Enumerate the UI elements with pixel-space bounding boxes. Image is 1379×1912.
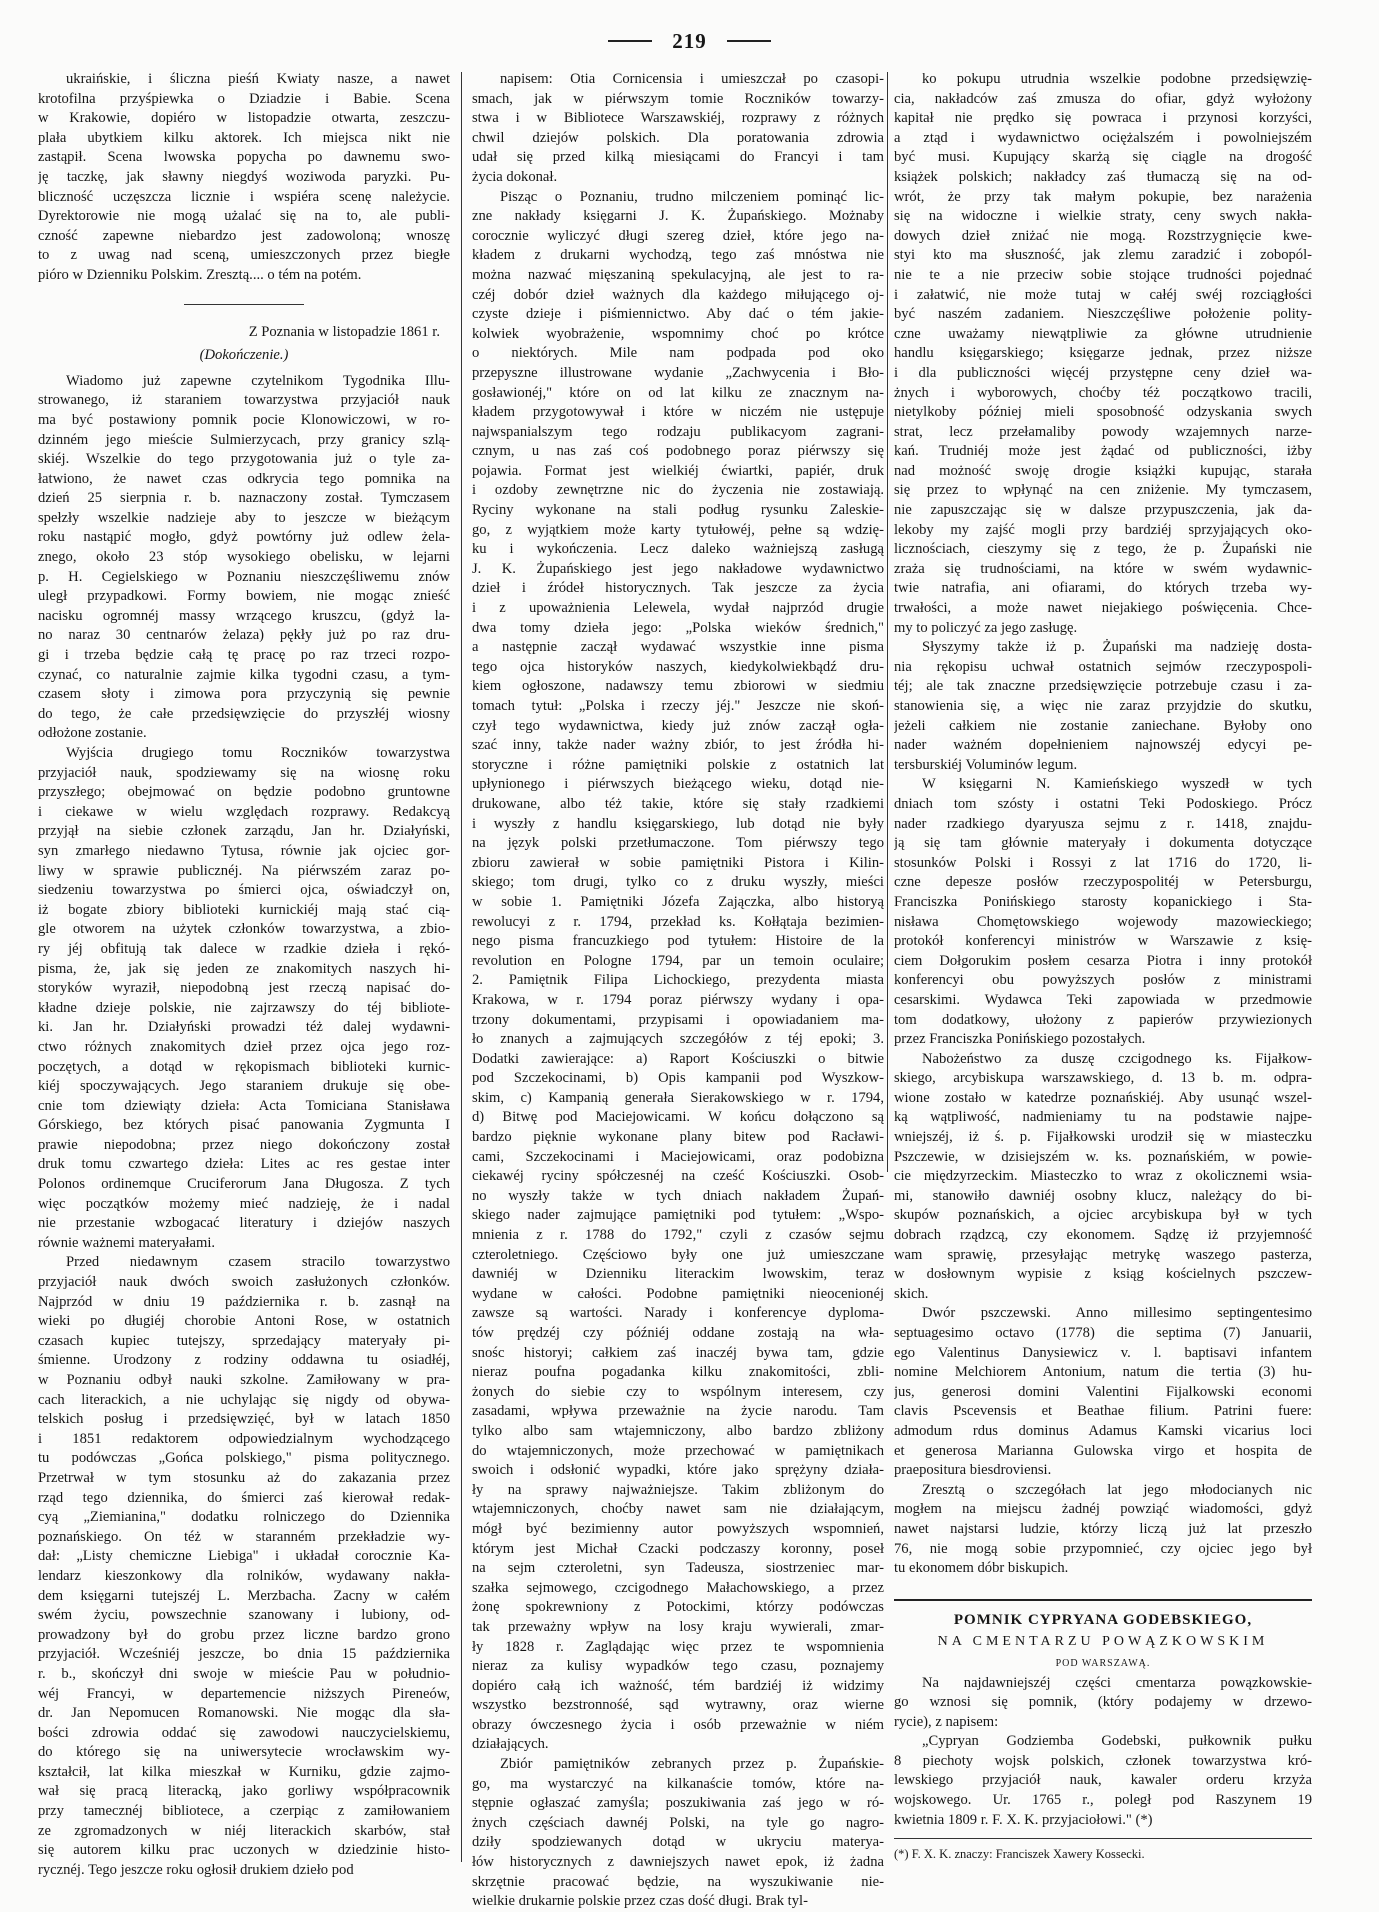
text-line: czył tego wydawnictwa, kiedy już znów zaczął ogła- xyxy=(472,717,884,734)
paragraph-intro xyxy=(38,70,450,286)
text-line: p. H. Cegielskiego w Poznaniu nieszczęśliwemu znów xyxy=(38,568,450,585)
text-line: żnych częściach dawnéj Polski, na tyle go nagro- xyxy=(472,1814,884,1831)
text-line: nieraz poufna pogadanka kilku znakomitości, zbli- xyxy=(472,1364,884,1381)
text-line: kiéj spoczywających. Jego staraniem drukuje się obe- xyxy=(38,1078,450,1095)
header-dash-left xyxy=(608,40,652,42)
text-line: kładem przygotowywał i które w niczém nie ustępuje xyxy=(472,404,884,421)
text-line: dem księgarni tutejszéj L. Merzbacha. Zacny w całém xyxy=(38,1587,450,1604)
text-line: zraża się trudnościami, na które w swém wydawnic- xyxy=(894,560,1312,577)
page-number: 219 xyxy=(672,28,707,53)
text-line: wrót, że przy tak małym pokupie, bez narażenia xyxy=(894,188,1312,205)
text-line: tu podówczas „Gońca polskiego," pisma politycznego. xyxy=(38,1450,450,1467)
text-line: ma być postawiony pomnik pocie Klonowiczowi, w ro- xyxy=(38,411,450,428)
text-line: równie ważnemi materyałami. xyxy=(38,1234,216,1251)
text-line: do wtajemniczonych, może przechować w pamiętnikach xyxy=(472,1442,884,1459)
text-line: ze zgromadzonych w niéj literackich skarbów, stał xyxy=(38,1822,450,1839)
text-line: nawet najstarsi ludzie, którzy liczą już lat przeszło xyxy=(894,1520,1312,1537)
text-line: pojawia. Format jest wielkiéj ćwiartki, papiér, druk xyxy=(472,462,884,479)
text-line: być naszém zadaniem. Nieszczęśliwe położenie polity- xyxy=(894,306,1312,323)
text-line: cie międzyrzeckim. Miasteczko to wraz z okolicznemi wsia- xyxy=(894,1168,1312,1185)
text-line: wojskowego. Ur. 1765 r., poległ pod Raszynem 19 xyxy=(894,1792,1312,1809)
text-line: 2. Pamiętnik Filipa Lichockiego, prezydenta miasta xyxy=(472,972,884,989)
text-line: w Poznaniu odbył nauki szkolne. Zamiłowany w pra- xyxy=(38,1372,450,1388)
text-line: my to policzyć za jego zasługę. xyxy=(894,619,1078,636)
text-line: śmienne. Urodzony z rodziny oddawna tu osiadłéj, xyxy=(38,1352,450,1369)
text-line: stwa i w Bibliotece Warszawskiéj, rozprawy z różnych xyxy=(472,110,884,127)
text-line: swém życiu, powszechnie szanowany i lubiony, od- xyxy=(38,1607,450,1624)
text-line: cnie tom dziewiąty dzieła: Acta Tomiciana Stanisława xyxy=(38,1097,450,1114)
text-line: mogłem na miejscu żadnéj powziąć wiadomości, gdyż xyxy=(894,1501,1312,1518)
text-line: odłożone zostanie. xyxy=(38,725,147,742)
paragraph xyxy=(894,1674,1312,1733)
text-line: tu ekonomem dóbr biskupich. xyxy=(894,1560,1069,1577)
text-line: wieki po długiéj chorobie Antoni Rose, w ostatnich xyxy=(38,1313,450,1330)
text-line: ją się tam głównie materyały i dokumenta dotyczące xyxy=(894,835,1312,852)
text-line: no naraz 30 centnarów żelaza) pękły już po raz dru- xyxy=(38,627,450,644)
text-line: bardzo pięknie wykonane plany bitew pod Racławi- xyxy=(472,1129,884,1146)
text-line: się przez to wpłynąć na cen zniżenie. My tymczasem, xyxy=(894,482,1312,499)
text-line: uległ przypadkowi. Formy bowiem, nie mogąc znieść xyxy=(38,588,450,605)
text-line: najwspanialszym tego rodzaju publikacyom zagrani- xyxy=(472,423,884,440)
text-line: nie zapuszczając się w dalsze przypuszczenia, jak da- xyxy=(894,502,1312,519)
text-line: mnienia z r. 1788 do 1792," czyli z czasów sejmu xyxy=(472,1227,884,1244)
text-line: można nazwać mięszaniną spekulacyjną, ale jest to ra- xyxy=(472,266,884,283)
text-line: szałka sejmowego, czcigodnego Małachowskiego, a przez xyxy=(472,1579,884,1596)
text-line: snośc historyi; całkiem zaś inaczéj bywa tam, gdzie xyxy=(472,1344,884,1361)
text-line: życia dokonał. xyxy=(472,168,558,185)
text-line: wniejszéj, iż ś. p. Fijałkowski urodził się w miasteczku xyxy=(894,1129,1312,1146)
text-line: a następnie zaczął wydawać wszystkie inne pisma xyxy=(472,639,884,656)
text-line: w Krakowie, dopiéro w listopadzie otwarta, zeszczu- xyxy=(38,110,450,127)
text-line: książek polskich; nakładcy zaś tłumaczą się na od- xyxy=(894,168,1312,185)
text-line: pisma, że, jak się jeden ze znakomitych naszych hi- xyxy=(38,960,450,977)
text-line: żnych i wyborowych, choćby téż początkowo tracili, xyxy=(894,384,1312,401)
text-line: twie natrafia, ani ofiarami, do których trzeba wy- xyxy=(894,580,1312,597)
text-line: cia, nakładców zaś zmusza do ofiar, gdyż wyłożony xyxy=(894,90,1312,107)
text-line: roku nastąpić mogło, gdyż powtórny już odlew żela- xyxy=(38,529,450,546)
text-line: cami, Szczekocinami i Maciejowicami, oraz podobizna xyxy=(472,1148,884,1165)
text-line: chwil dziejów polskich. Dla poratowania zdrowia xyxy=(472,129,884,146)
text-line: go, z wyjątkiem może karty tytułowéj, pełne są wdzię- xyxy=(472,521,884,538)
column-1 xyxy=(38,70,450,1880)
text-line: Górskiego, bez których pisać panowania Zygmunta I xyxy=(38,1117,450,1134)
text-line: r. b., skończył dni swoje w mieście Pau w południo- xyxy=(38,1665,450,1682)
text-line: skiego nader zajmujące pamiętniki pod tytułem: „Wspo- xyxy=(472,1207,884,1224)
text-line: konferencyi obu powyższych posłów z ministrami xyxy=(894,972,1312,989)
text-line: szać inny, także nader ważny zbiór, to jest źródła hi- xyxy=(472,737,884,754)
text-line: a ztąd i wydawnictwo ociężalszém i powolniejszém xyxy=(894,129,1312,146)
text-line: jus, generosi domini Valentini Fijalkowski economi xyxy=(894,1383,1312,1400)
text-line: et generosa Marianna Gulowska virgo et hospita de xyxy=(894,1442,1312,1459)
text-line: dobrach rządzcą, czy ekonomem. Sądzę iż przyjemność xyxy=(894,1227,1312,1244)
text-line: ko pokupu utrudnia wszelkie podobne przedsięwzię- xyxy=(922,71,1312,87)
text-line: tak przeważny wpływ na losy kraju wywierali, zmar- xyxy=(472,1618,884,1635)
text-line: dzień 25 sierpnia r. b. naznaczony został. Tymczasem xyxy=(38,490,450,507)
text-line: dowych dzieł zniżać nie mogą. Rozstrzygnięcie kwe- xyxy=(894,227,1312,244)
text-line: syn zmarłego niedawno Tytusa, równie jak ojciec gor- xyxy=(38,842,450,859)
text-line: krotofilna przyśpiewka o Dziadzie i Babie. Scena xyxy=(38,90,450,107)
text-line: nacisku ogromnéj massy wrzącego kruszcu, (gdyż la- xyxy=(38,607,450,624)
text-line: ctwo różnych znakomitych dzieł przez ojca jego roz- xyxy=(38,1038,450,1055)
text-line: nisława Chomętowskiego wojewody mazowieckiego; xyxy=(894,913,1312,930)
paragraph xyxy=(894,70,1312,638)
text-line: W księgarni N. Kamieńskiego wyszedł w tych xyxy=(922,776,1312,793)
text-line: żonych do siebie czy to wspólnym interesem, czy xyxy=(472,1383,884,1400)
text-line: Zbiór pamiętników zebranych przez p. Żupańskie- xyxy=(500,1756,884,1773)
text-line: corocznie wyliczyć długi szereg dzieł, które jego na- xyxy=(472,227,884,244)
text-line: upłynionego i piérwszych bieżącego wieku, dotąd nie- xyxy=(472,776,884,793)
text-line: kolwiek wyobrażenie, wspomnimy choć po krótce xyxy=(472,325,884,342)
monument-article xyxy=(894,1599,1312,1865)
text-line: Pisząc o Poznaniu, trudno milczeniem pominąć lic- xyxy=(500,188,884,205)
text-line: ło znanych a zajmujących szczegółów z téj epoki; 3. xyxy=(472,1031,884,1048)
text-line: napisem: Otia Cornicensia i umieszczał po czasopi- xyxy=(500,71,884,87)
text-line: dwa tomy dzieła jego: „Polska wieków średnich," xyxy=(472,619,884,636)
text-line: dr. Jan Nepomucen Romanowski. Nie mogąc dla sła- xyxy=(38,1705,450,1722)
text-line: działających. xyxy=(472,1736,549,1753)
text-line: Zresztą o szczegółach lat jego młodocianych nic xyxy=(922,1481,1312,1498)
text-line: zbioru zawierał w sobie pamiętniki Pistora i Kilin- xyxy=(472,854,884,871)
paragraph xyxy=(894,1050,1312,1305)
text-line: kształcił, lat kilka mieszkał w Kurniku, gdzie zajmo- xyxy=(38,1763,450,1780)
text-line: gle otworem na użytek członków towarzystwa, a zbio- xyxy=(38,921,450,938)
text-line: i dla publiczności więcéj przystępne ceny dzieł wa- xyxy=(894,364,1312,381)
text-line: smach, jak w piérwszym tomie Roczników towarzy- xyxy=(472,90,884,107)
text-line: na sejm czteroletni, syn Tadeusza, siostrzeniec mar- xyxy=(472,1560,884,1577)
text-line: przyjaciół. Wcześniéj jeszcze, bo dnia 15 października xyxy=(38,1646,450,1663)
text-line: strat, lecz przełamaliby powody wzajemnych narze- xyxy=(894,423,1312,440)
text-line: przyjaciół nauk, spodziewamy się na wiosnę roku xyxy=(38,764,450,781)
text-line: którym jest Michał Czacki podczaszy koronny, poseł xyxy=(472,1540,884,1557)
text-line: jeżeli całkiem nie zostanie zaniechane. Byłoby ono xyxy=(894,717,1312,734)
text-line: ku i wykończenia. Lecz daleko ważniejszą zasługą xyxy=(472,541,884,558)
text-line: kładne dzieje polskie, nie zajrzawszy do téj bibliote- xyxy=(38,999,450,1016)
text-line: zasadami, wpływa przeważnie na życie narodu. Tam xyxy=(472,1403,884,1420)
text-line: mi, stanowiło dawniéj osobny klucz, należący do bi- xyxy=(894,1187,1312,1204)
text-line: skrzętnie pracować będzie, na wyszukiwanie nie- xyxy=(472,1873,884,1890)
text-line: d) Bitwę pod Maciejowicami. W końcu dołączono są xyxy=(472,1109,884,1126)
text-line: iż bogate zbiory biblioteki kurnickiéj mają stać cią- xyxy=(38,901,450,918)
text-line: Wiadomo już zapewne czytelnikom Tygodnika Illu- xyxy=(66,372,450,389)
text-line: skiego, arcybiskupa warszawskiego, d. 13 b. m. odpra- xyxy=(894,1070,1312,1087)
column-3 xyxy=(894,70,1312,1865)
text-line: trwałości, a może nawet niejakiego poświęcenia. Chce- xyxy=(894,600,1312,617)
text-line: rycie), z napisem: xyxy=(894,1713,999,1730)
article-subtitle: NA CMENTARZU POWĄZKOWSKIM xyxy=(937,1634,1269,1650)
text-line: stanowienia się, a więc nie zaraz przyjdzie do skutku, xyxy=(894,698,1312,714)
text-line: wszystko bezstronnośé, sąd wytrawny, oraz wierne xyxy=(472,1697,884,1714)
text-line: ły 1828 r. Zaglądając więc przez te wspomnienia xyxy=(472,1638,884,1655)
text-line: wam sprawię, przesyłając metrykę waszego pasterza, xyxy=(894,1246,1312,1263)
text-line: do którego się na uniwersytecie wrocławskim wy- xyxy=(38,1744,450,1761)
text-line: prawie niepodobna; przez niego dokończony został xyxy=(38,1136,450,1153)
text-line: Pszczewie, w dzisiejszém w. ks. poznańskiém, w powie- xyxy=(894,1148,1312,1165)
text-line: dawniéj w Dzienniku literackim lwowskim, teraz xyxy=(472,1266,884,1283)
text-line: wał się pracą literacką, jako gorliwy współpracownik xyxy=(38,1783,450,1800)
text-line: czteroletniego. Częściowo były one już umieszczane xyxy=(472,1246,884,1263)
text-line: Najprzód w dniu 19 października r. b. zasnął na xyxy=(38,1293,450,1310)
text-line: Na najdawniejszéj części cmentarza powązkowskie- xyxy=(922,1674,1312,1691)
text-line: żonę spokrewniony z Potockimi, którzy podówczas xyxy=(472,1599,884,1616)
text-line: Przed niedawnym czasem stracilo towarzystwo xyxy=(66,1254,450,1271)
text-line: zawsze są wartości. Narady i konferencye dyploma- xyxy=(472,1305,884,1322)
text-line: przyjaciół nauk dwóch swoich zasłużonych członków. xyxy=(38,1274,450,1291)
text-line: rząd tego dziennika, do śmierci zaś kierował redak- xyxy=(38,1489,450,1506)
paragraph xyxy=(894,1304,1312,1480)
text-line: septuagesimo octavo (1778) die septima (7) Januarii, xyxy=(894,1325,1312,1341)
continued-label: (Dokończenie.) xyxy=(199,347,289,364)
column-rule-2 xyxy=(887,72,888,1172)
text-line: Dyrektorowie nie mogą użalać się na to, ale publi- xyxy=(38,208,450,225)
text-line: i ozdoby zewnętrzne nic do życzenia nie zostawiają. xyxy=(472,482,884,499)
text-line: czasach kupiec tutejszy, sprzedający materyały pi- xyxy=(38,1332,450,1349)
text-line: czne depesze posłów rzeczypospolitéj w Petersburgu, xyxy=(894,874,1312,891)
text-line: storyczne i różne pamiętniki polskie z ostatnich lat xyxy=(472,756,884,773)
text-line: Wyjścia drugiego tomu Roczników towarzystwa xyxy=(66,745,450,761)
text-line: storyków wyraził, niepodobną jest rzeczą napisać do- xyxy=(38,980,450,997)
paragraph xyxy=(38,372,450,744)
header-dash-right xyxy=(727,40,771,42)
text-line: się na widoczne i wielkie straty, ceny swych nakła- xyxy=(894,208,1312,225)
text-line: skich. xyxy=(894,1285,929,1302)
text-line: dzieł i źródeł historycznych. Tak jeszcze za życia xyxy=(472,580,884,597)
text-line: wydane w całości. Podobne pamiętniki nieocenionéj xyxy=(472,1285,884,1302)
text-line: tego ojca historyków naszych, kiedykolwiekbądź dru- xyxy=(472,658,884,675)
text-line: lendarz kieszonkowy dla rolników, wydawany nakła- xyxy=(38,1567,450,1584)
text-line: czyste dzieje i piśmiennictwo. Aby dać o tém jakie- xyxy=(472,306,884,323)
text-line: łów historycznych z dawniejszych nawet epok, iż żadna xyxy=(472,1854,884,1871)
text-line: znego, około 23 stóp wysokiego obelisku, w lejarni xyxy=(38,549,450,566)
text-line: strowanego, iż staraniem towarzystwa przyjaciół nauk xyxy=(38,392,450,409)
text-line: Krakowa, w r. 1794 poraz piérwszy wydany i opa- xyxy=(472,991,884,1008)
text-line: nad możność swoję drogie książki kupując, starała xyxy=(894,462,1312,479)
text-line: kań. Trudniéj może jest żądać od publiczności, iżby xyxy=(894,443,1312,460)
text-line: no wyszły także w tych dniach nakładem Żupań- xyxy=(472,1187,884,1204)
text-line: Nabożeństwo za duszę czcigodnego ks. Fijałkow- xyxy=(922,1050,1312,1067)
paragraph xyxy=(472,188,884,1756)
text-line: czasem słoty i zimowa pora przyczynią się pewnie xyxy=(38,686,450,703)
text-line: styi kto ma słuszność, jak zlemu zaradzić i zobopól- xyxy=(894,247,1312,264)
text-line: dzinném jego mieście Sulmierzycach, przy granicy szlą- xyxy=(38,431,450,448)
text-line: tylko albo sam wtajemniczony, albo bardzo zbliżony xyxy=(472,1422,884,1439)
paragraph xyxy=(472,1755,884,1912)
text-line: Przetrwał w tym stosunku aż do zakazania przez xyxy=(38,1469,450,1486)
text-line: tomach tytuł: „Polska i rzeczy jéj." Jeszcze nie skoń- xyxy=(472,698,884,714)
text-line: siedzeniu towarzystwa po śmierci ojca, oświadczył on, xyxy=(38,882,450,899)
text-line: tersburskiéj Voluminów legum. xyxy=(894,756,1078,773)
text-line: nietylkoby później mieli sposobność odzyskania swych xyxy=(894,404,1312,421)
text-line: nie przestanie wzbogacać literatury i dziejów naszych xyxy=(38,1215,450,1232)
text-line: przepyszne illustrowane wydanie „Zachwycenia i Bło- xyxy=(472,364,884,381)
text-line: nego pisma francuzkiego pod tytułem: Histoire de la xyxy=(472,933,884,950)
text-line: drukowane, albo téż takie, które się stały rzadkiemi xyxy=(472,795,884,812)
text-line: czne uważamy niewątpliwie za główne utrudnienie xyxy=(894,325,1312,342)
article-title: POMNIK CYPRYANA GODEBSKIEGO, xyxy=(953,1611,1253,1628)
text-line: „Cypryan Godziemba Godebski, pułkownik pułku xyxy=(922,1733,1312,1750)
paragraph xyxy=(894,775,1312,1049)
text-line: bliczność uczęszcza licznie i wspiéra scenę należycie. xyxy=(38,188,450,205)
paragraph xyxy=(38,1253,450,1880)
text-line: rewolucyi z r. 1794, przekład ks. Kołłątaja bezimien- xyxy=(472,913,884,930)
text-line: rycznéj. Tego jeszcze roku ogłosił drukiem dzieło pod xyxy=(38,1861,354,1878)
text-line: skupów poznańskich, a ojciec arcybiskupa był w tych xyxy=(894,1207,1312,1224)
text-line: 76, nie mogą sobie przypomnieć, czy ojciec jego był xyxy=(894,1540,1312,1557)
text-line: 8 piechoty wojsk polskich, członek towarzystwa kró- xyxy=(894,1752,1312,1769)
text-line: revolution en Pologne 1794, par un temoin oculaire; xyxy=(472,952,884,969)
text-line: tom dodatkowy, ułożony z papierów przywiezionych xyxy=(894,1011,1312,1028)
paragraph xyxy=(894,1481,1312,1579)
text-line: ły na sprawy najważniejsze. Takim zbliżonym do xyxy=(472,1481,884,1498)
text-line: pióro w Dzienniku Polskim. Zresztą.... o tém na potém. xyxy=(38,266,362,283)
text-line: ciekawéj ryciny spółczesnéj na cześć Kościuszki. Osob- xyxy=(472,1168,884,1185)
text-line: stępnie ogłaszać zamyśla; poszukiwania zaś jego w ró- xyxy=(472,1795,884,1812)
text-line: gi i trzeba będzie całą tę pracę po raz trzeci rozpo- xyxy=(38,647,450,664)
text-line: praepositura biesdroviensi. xyxy=(894,1462,1052,1479)
text-line: nomine Melchiorem Antonium, natum die tertia (3) hu- xyxy=(894,1364,1312,1381)
text-line: na język polski przetłumaczone. Tom piérwszy tego xyxy=(472,835,884,852)
article-place: POD WARSZAWĄ. xyxy=(1055,1657,1151,1669)
text-line: go, ma wystarczyć na kilkanaście tomów, które na- xyxy=(472,1775,884,1792)
text-line: licznościach, cieszymy się z tego, że p. Żupański nie xyxy=(894,541,1312,558)
text-line: czność zapewne niebardzo jest zadowoloną; wnoszę xyxy=(38,227,450,244)
text-line: i załatwić, nie może tutaj w całéj swéj rozciągłości xyxy=(894,286,1312,303)
text-line: plała ubytkiem kilku aktorek. Ich miejsca nikt nie xyxy=(38,129,450,146)
text-line: Franciszka Ponińskiego starosty kopanickiego i Sta- xyxy=(894,893,1312,910)
text-line: zne nakłady księgarni J. K. Żupańskiego. Możnaby xyxy=(472,208,884,225)
text-line: skim, c) Kampanią generała Sierakowskiego w r. 1794, xyxy=(472,1089,884,1106)
text-line: clavis Pscevensis et Beathae filium. Patrini fuere: xyxy=(894,1403,1312,1420)
text-line: cach literackich, a nie uchylając się nigdy od obywa- xyxy=(38,1391,450,1408)
text-line: skiego; tom drugi, tylko co z druku wyszły, mieści xyxy=(472,874,884,891)
text-line: prowadzony był do grobu przez liczne bardzo grono xyxy=(38,1626,450,1643)
text-line: wéj Francyi, w departemencie niższych Pireneów, xyxy=(38,1685,450,1702)
text-line: przyszłego; obejmować on będzie podobno gruntowne xyxy=(38,784,450,801)
text-line: być musi. Kupujący skarżą się ciągle na drogość xyxy=(894,149,1312,166)
text-line: się autorem kilku prac uczonych w dziedzinie histo- xyxy=(38,1842,450,1859)
text-line: czynać, co naturalnie zajmie kilka tygodni czasu, a tym- xyxy=(38,666,450,683)
text-line: kiem ogłoszone, nadawszy temu zbiorowi w siedmiu xyxy=(472,678,884,695)
text-line: wione zostało w katedrze poznańskiéj. Aby usunąć wszel- xyxy=(894,1089,1312,1106)
text-line: kwietnia 1809 r. F. X. K. przyjaciołowi." (*) xyxy=(894,1811,1153,1828)
text-line: przez Franciszka Ponińskiego pozostałych. xyxy=(894,1031,1146,1048)
column-rule-1 xyxy=(461,72,462,1862)
text-line: ego Valentinus Danysiewicz v. l. baptisavi infantem xyxy=(894,1344,1312,1361)
text-line: Ryciny wykonane na stali podług rysunku Zaleskie- xyxy=(472,502,884,519)
text-line: i z upoważnienia Lelewela, wydał najprzód drugie xyxy=(472,600,884,617)
text-line: protokół konferencyi ministrów w Warszawie z księ- xyxy=(894,933,1312,950)
text-line: ką wątpliwość, nadmieniamy tu na podstawie najpe- xyxy=(894,1109,1312,1126)
text-line: w dosłownym wypisie z ksiąg kościelnych pszczew- xyxy=(894,1266,1312,1283)
text-line: lewskiego przyjaciół nauk, kawaler orderu krzyża xyxy=(894,1772,1312,1789)
text-line: Polonos ordinemque Cruciferorum Jana Długosza. Z tych xyxy=(38,1176,450,1193)
text-line: do tego, że całe przedsięwzięcie do przyszłéj wiosny xyxy=(38,705,450,722)
text-line: dopiéro całą ich ważność, tém bardziéj iż widzimy xyxy=(472,1677,884,1694)
text-line: skiéj. Wszelkie do tego przygotowania już o tyle za- xyxy=(38,451,450,468)
text-line: J. K. Żupańskiego jest jego nakładowe wydawnictwo xyxy=(472,560,884,577)
text-line: Dodatki zawierające: a) Raport Kościuszki o bitwie xyxy=(472,1050,884,1067)
paragraph xyxy=(38,744,450,1253)
text-line: ciem Dołgorukim posłem cesarza Piotra i inny protokół xyxy=(894,952,1312,969)
text-line: telskich posług i przedsięwzięć, był w latach 1850 xyxy=(38,1411,450,1428)
text-line: przyjął na siebie członek zarządu, Jan hr. Działyński, xyxy=(38,823,450,840)
text-line: zastąpił. Scena lwowska popycha po dawnemu swo- xyxy=(38,149,450,166)
text-line: poczętych, a dotąd w rękopismach biblioteki kurnic- xyxy=(38,1058,450,1075)
text-line: przy tamecznéj bibliotece, a czerpiąc z zamiłowaniem xyxy=(38,1803,450,1820)
text-line: trzony dokumentami, przypisami i opowiadaniem ma- xyxy=(472,1011,884,1028)
text-line: ję taczkę, jak sławny niegdyś woziwoda paryzki. Pu- xyxy=(38,168,450,185)
text-line: wielkie drukarnie polskie przez czas dość długi. Brak tyl- xyxy=(472,1893,808,1910)
text-line: dziły spodziewanych dotąd w ukryciu materya- xyxy=(472,1834,884,1851)
text-line: téj; ale tak znaczne przedsięwzięcie potrzebuje czasu i za- xyxy=(894,678,1312,695)
column-2 xyxy=(472,70,884,1912)
text-line: ry jéj obfitują tak dalece w rzadkie dzieła i rękó- xyxy=(38,940,450,957)
text-line: nie te a nie przeciw sobie stojące trudności pojednać xyxy=(894,266,1312,283)
text-line: nader rzadkiego dyaryusza sejmu z r. 1418, znajdu- xyxy=(894,815,1312,832)
text-line: gosławionéj," które on od lat kilku ze znacznym na- xyxy=(472,384,884,401)
paragraph xyxy=(472,70,884,188)
text-line: pod Szczekocinami, b) Opis kampanii pod Wyszkow- xyxy=(472,1070,884,1087)
text-line: druk tomu czwartego dzieła: Lites ac res gestae inter xyxy=(38,1156,450,1173)
text-line: poznańskiego. On téż w staranném przekładzie wy- xyxy=(38,1528,450,1545)
text-line: udał się przed kilką miesiącami do Francyi i tam xyxy=(472,149,884,166)
dateline: Z Poznania w listopadzie 1861 r. xyxy=(248,323,440,340)
text-line: dniach tom szósty i ostatni Teki Podoskiego. Prócz xyxy=(894,795,1312,812)
text-line: nieraz za kulisy wypadków tego czasu, poznajemy xyxy=(472,1658,884,1675)
text-line: mógł być bezimienny autor powyższych wspomnień, xyxy=(472,1520,884,1537)
text-line: spełzły wszelkie nadzieje aby to jeszcze w bieżącym xyxy=(38,509,450,526)
text-line: cesarskimi. Wydawca Teki zapowiada w przedmowie xyxy=(894,991,1312,1008)
text-line: swoich i odsłonić wypadki, które jako sprężyny działa- xyxy=(472,1462,884,1479)
footnote: (*) F. X. K. znaczy: Franciszek Xawery Kossecki. xyxy=(894,1838,1312,1865)
text-line: cznym, u nas zaś coś podobnego poraz piérwszy się xyxy=(472,443,884,460)
text-line: nia rękopisu uchwał ostatnich sejmów rzeczypospoli- xyxy=(894,658,1312,675)
text-line: obrazy ówczesnego życia i osób przeważnie w niém xyxy=(472,1716,884,1733)
text-line: to z uwag nad sceną, umieszczonych przez biegłe xyxy=(38,247,450,264)
text-line: o niektórych. Mile nam podpada pod oko xyxy=(472,345,884,362)
text-line: admodum rdus dominus Adamus Kamski vicarius loci xyxy=(894,1422,1312,1439)
text-line: łatwiono, że nawet czas odkrycia tego pomnika na xyxy=(38,470,450,487)
text-line: więc początków możemy mieć nadzieję, że i nadal xyxy=(38,1195,450,1212)
text-line: Dwór pszczewski. Anno millesimo septingentesimo xyxy=(922,1305,1312,1322)
text-line: liwy w sprawie publicznéj. Na piérwszém zaraz po- xyxy=(38,862,450,879)
text-line: nader ważném dopełnieniem najnowszéj edycyi pe- xyxy=(894,737,1312,754)
text-line: kładem z drukarni wychodzą, tego zaś mnóstwa nie xyxy=(472,247,884,264)
text-line: dał: „Listy chemiczne Liebiga" i układał corocznie Ka- xyxy=(38,1548,450,1565)
text-line: Słyszymy także iż p. Żupański ma nadzieję dosta- xyxy=(922,639,1312,656)
text-line: go wznosi się pomnik, (który podajemy w drzewo- xyxy=(894,1694,1312,1711)
text-line: ukraińskie, i śliczna pieśń Kwiaty nasze, a nawet xyxy=(66,71,450,87)
text-line: i wyszły z handlu księgarskiego, lub dotąd nie były xyxy=(472,815,884,832)
text-line: bości zdrowia oddać się zawodowi nauczycielskiemu, xyxy=(38,1724,450,1741)
inscription xyxy=(894,1732,1312,1830)
text-line: cyą „Ziemianina," dodatku rolniczego do Dziennika xyxy=(38,1509,450,1526)
text-line: i 1851 redaktorem odpowiedzialnym wychodzącego xyxy=(38,1430,450,1447)
section-divider xyxy=(184,304,304,305)
text-line: wtajemniczonych, choćby nawet sam nie działającym, xyxy=(472,1501,884,1518)
text-line: kapitał nie prędko się powraca i przynosi korzyści, xyxy=(894,110,1312,127)
paragraph xyxy=(894,638,1312,775)
text-line: handlu księgarskiego; księgarze jednak, przez niższe xyxy=(894,345,1312,362)
page-header xyxy=(0,24,1379,58)
text-line: lekoby my zajść mogli przy bardziéj sprzyjających oko- xyxy=(894,521,1312,538)
text-line: i ciekawe w wielu względach rozprawy. Redakcyą xyxy=(38,803,450,820)
text-line: stosunków Polski i Rossyi z lat 1716 do 1720, li- xyxy=(894,854,1312,871)
text-line: w sobie 1. Pamiętniki Józefa Zajączka, albo historyą xyxy=(472,893,884,910)
text-line: tów prędzéj czy późniéj oddane zostają na wła- xyxy=(472,1325,884,1341)
text-line: czéj dobór dzieł ważnych dla każdego miłującego oj- xyxy=(472,286,884,303)
text-line: ki. Jan hr. Działyński prowadzi téż dalej wydawni- xyxy=(38,1019,450,1036)
